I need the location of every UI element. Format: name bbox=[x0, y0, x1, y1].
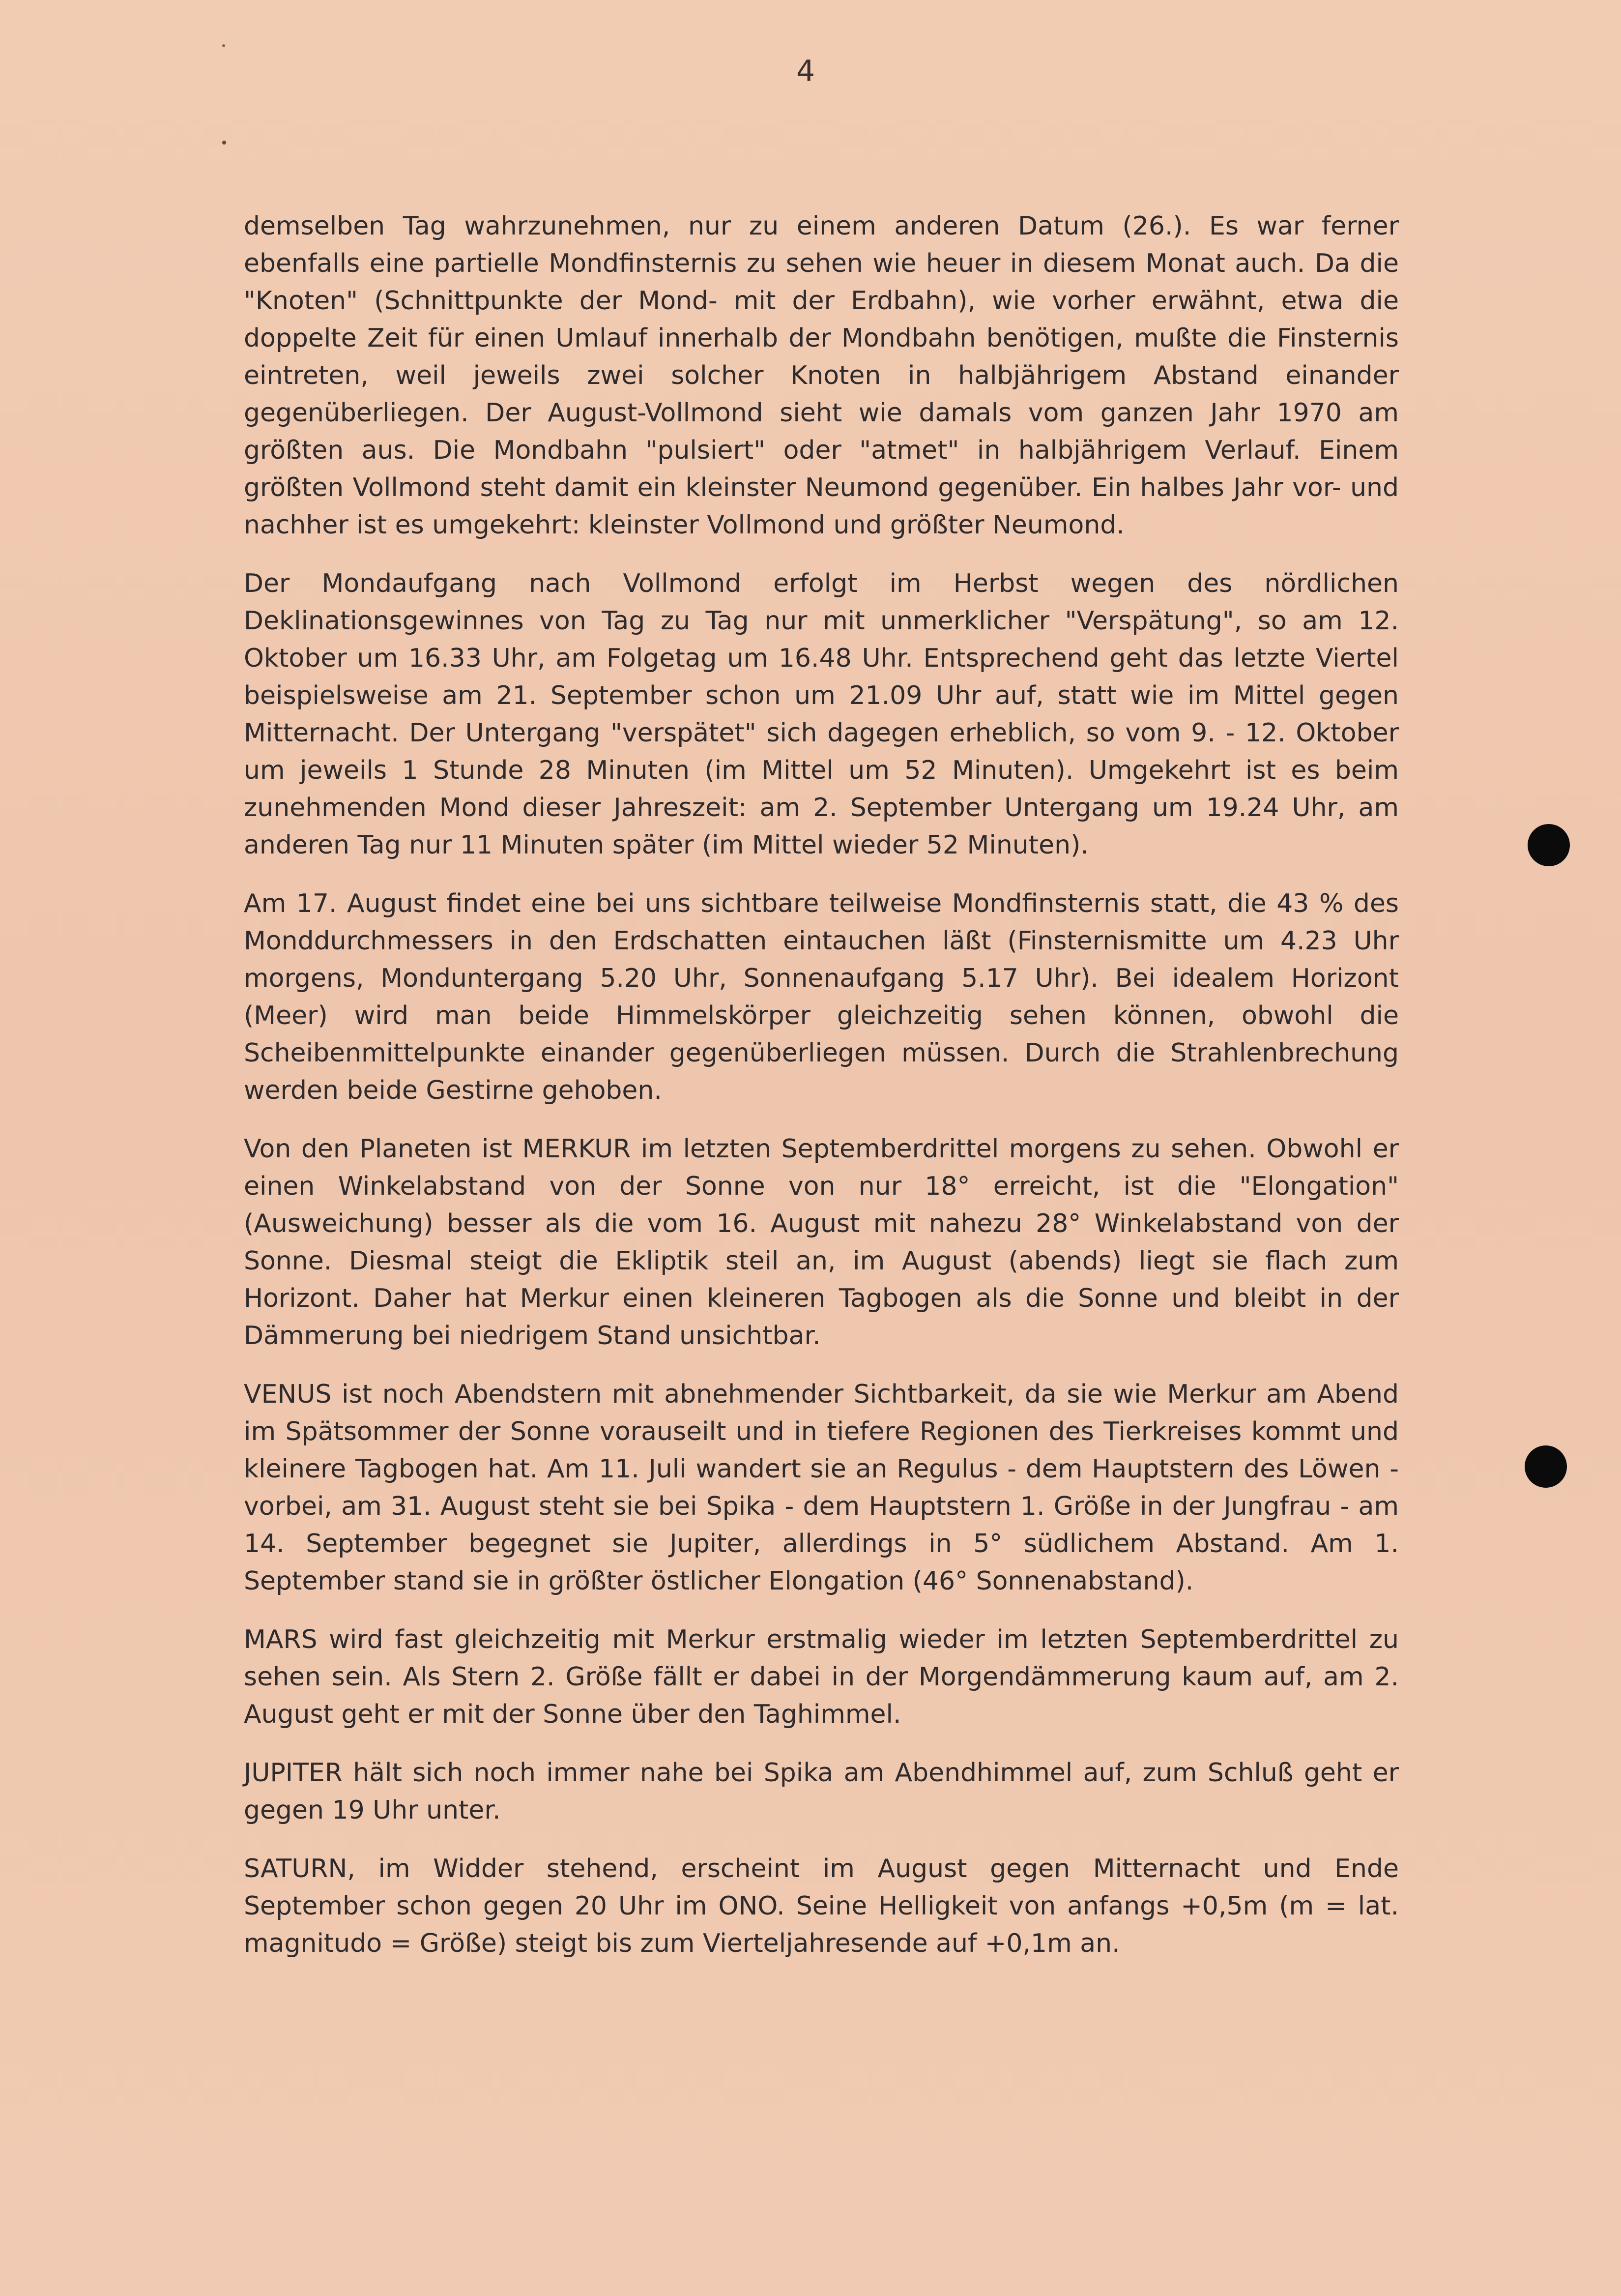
ink-speck bbox=[222, 44, 225, 47]
document-body bbox=[244, 207, 1399, 1983]
paragraph-lunar-eclipse: Am 17. August findet eine bei uns sichtbare teilweise Mondfinsternis statt, die 43 % des Monddurchmessers in den Erdschatten eintauchen läßt (Finsternismitte um 4.23 Uhr morgens, Monduntergang 5.20 Uhr, Sonnenaufgang 5.17 Uhr). Bei idealem Horizont (Meer) wird man beide Himmelskörper gleichzeitig sehen können, obwohl die Scheibenmittelpunkte einander gegenüberliegen müssen. Durch die Strahlenbrechung werden beide Gestirne gehoben. bbox=[244, 889, 1399, 1105]
paragraph-moon-orbit: demselben Tag wahrzunehmen, nur zu einem anderen Datum (26.). Es war ferner ebenfalls eine partielle Mondfinsternis zu sehen wie heuer in diesem Monat auch. Da die "Knoten" (Schnittpunkte der Mond- mit der Erdbahn), wie vorher erwähnt, etwa die doppelte Zeit für einen Umlauf innerhalb der Mondbahn benötigen, mußte die Finsternis eintreten, weil jeweils zwei solcher Knoten in halbjährigem Abstand einander gegenüberliegen. Der August-Vollmond sieht wie damals vom ganzen Jahr 1970 am größten aus. Die Mondbahn "pulsiert" oder "atmet" in halbjährigem Verlauf. Einem größten Vollmond steht damit ein kleinster Neumond gegenüber. Ein halbes Jahr vor- und nachher ist es umgekehrt: kleinster Vollmond und größter Neumond. bbox=[244, 211, 1399, 540]
ink-speck bbox=[222, 141, 226, 145]
punch-hole bbox=[1528, 824, 1570, 866]
page-number: 4 bbox=[796, 54, 815, 88]
paragraph-moonrise: Der Mondaufgang nach Vollmond erfolgt im Herbst wegen des nördlichen Deklinationsgewinnes von Tag zu Tag nur mit unmerklicher "Verspätung", so am 12. Oktober um 16.33 Uhr, am Folgetag um 16.48 Uhr. Entsprechend geht das letzte Viertel beispielsweise am 21. September schon um 21.09 Uhr auf, statt wie im Mittel gegen Mitternacht. Der Untergang "verspätet" sich dagegen erheblich, so vom 9. - 12. Oktober um jeweils 1 Stunde 28 Minuten (im Mittel um 52 Minuten). Umgekehrt ist es beim zunehmenden Mond dieser Jahreszeit: am 2. September Untergang um 19.24 Uhr, am anderen Tag nur 11 Minuten später (im Mittel wieder 52 Minuten). bbox=[244, 569, 1399, 860]
paragraph-mars: MARS wird fast gleichzeitig mit Merkur erstmalig wieder im letzten Septemberdrittel zu sehen sein. Als Stern 2. Größe fällt er dabei in der Morgendämmerung kaum auf, am 2. August geht er mit der Sonne über den Taghimmel. bbox=[244, 1625, 1399, 1729]
paragraph-jupiter: JUPITER hält sich noch immer nahe bei Spika am Abendhimmel auf, zum Schluß geht er gegen 19 Uhr unter. bbox=[244, 1758, 1399, 1825]
paragraph-saturn: SATURN, im Widder stehend, erscheint im August gegen Mitternacht und Ende September schon gegen 20 Uhr im ONO. Seine Helligkeit von anfangs +0,5m (m = lat. magnitudo = Größe) steigt bis zum Vierteljahresende auf +0,1m an. bbox=[244, 1854, 1399, 1958]
paragraph-venus: VENUS ist noch Abendstern mit abnehmender Sichtbarkeit, da sie wie Merkur am Abend im Spätsommer der Sonne vorauseilt und in tiefere Regionen des Tierkreises kommt und kleinere Tagbogen hat. Am 11. Juli wandert sie an Regulus - dem Hauptstern des Löwen - vorbei, am 31. August steht sie bei Spika - dem Hauptstern 1. Größe in der Jungfrau - am 14. September begegnet sie Jupiter, allerdings in 5° südlichem Abstand. Am 1. September stand sie in größter östlicher Elongation (46° Sonnenabstand). bbox=[244, 1380, 1399, 1596]
paragraph-mercury: Von den Planeten ist MERKUR im letzten Septemberdrittel morgens zu sehen. Obwohl er einen Winkelabstand von der Sonne von nur 18° erreicht, ist die "Elongation" (Ausweichung) besser als die vom 16. August mit nahezu 28° Winkelabstand von der Sonne. Diesmal steigt die Ekliptik steil an, im August (abends) liegt sie flach zum Horizont. Daher hat Merkur einen kleineren Tagbogen als die Sonne und bleibt in der Dämmerung bei niedrigem Stand unsichtbar. bbox=[244, 1134, 1399, 1351]
punch-hole bbox=[1525, 1445, 1567, 1488]
